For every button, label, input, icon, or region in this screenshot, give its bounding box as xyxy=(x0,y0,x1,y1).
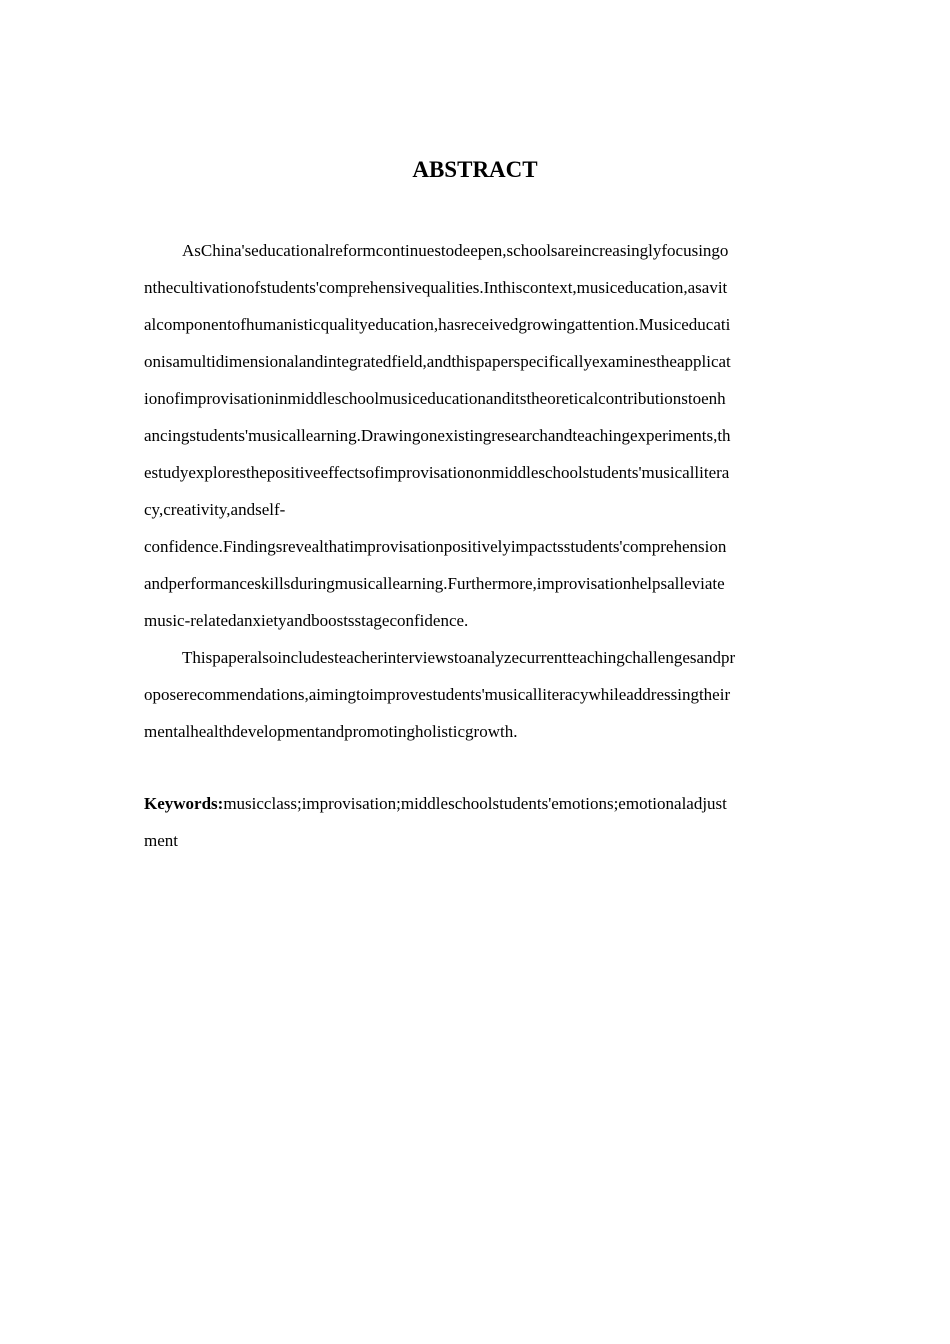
text-line: nthecultivationofstudents'comprehensivequalities.Inthiscontext,musiceducation,asavit xyxy=(144,278,728,297)
keywords-label: Keywords: xyxy=(144,794,224,813)
text-line: music-relatedanxietyandboostsstageconfidence. xyxy=(144,611,469,630)
text-line: AsChina'seducationalreformcontinuestodeepen,schoolsareincreasinglyfocusingo xyxy=(182,241,729,260)
text-line: oposerecommendations,aimingtoimprovestudents'musicalliteracywhileaddressingtheir xyxy=(144,685,731,704)
text-line: ancingstudents'musicallearning.Drawingonexistingresearchandteachingexperiments,th xyxy=(144,426,731,445)
text-line: ionofimprovisationinmiddleschoolmusiceducationanditstheoreticalcontributionstoenh xyxy=(144,389,726,408)
paragraph-2 xyxy=(144,639,806,750)
paragraph-1 xyxy=(144,232,806,639)
text-line: cy,creativity,andself- xyxy=(144,500,286,519)
text-line: estudyexploresthepositiveeffectsofimprovisationonmiddleschoolstudents'musicallitera xyxy=(144,463,730,482)
text-line: andperformanceskillsduringmusicallearning.Furthermore,improvisationhelpsalleviate xyxy=(144,574,725,593)
text-line: alcomponentofhumanisticqualityeducation,hasreceivedgrowingattention.Musiceducati xyxy=(144,315,731,334)
text-line: mentalhealthdevelopmentandpromotingholisticgrowth. xyxy=(144,722,518,741)
abstract-body xyxy=(144,232,806,750)
keywords-text: musicclass;improvisation;middleschoolstudents'emotions;emotionaladjust xyxy=(223,794,727,813)
keywords-text-continued: ment xyxy=(144,831,178,850)
text-line: onisamultidimensionalandintegratedfield,andthispaperspecificallyexaminestheapplicat xyxy=(144,352,731,371)
abstract-title: ABSTRACT xyxy=(412,157,538,182)
text-line: Thispaperalsoincludesteacherinterviewstoanalyzecurrentteachingchallengesandpr xyxy=(182,648,736,667)
text-line: confidence.Findingsrevealthatimprovisationpositivelyimpactsstudents'comprehension xyxy=(144,537,727,556)
keywords-line xyxy=(144,785,806,822)
keywords-section xyxy=(144,785,806,859)
